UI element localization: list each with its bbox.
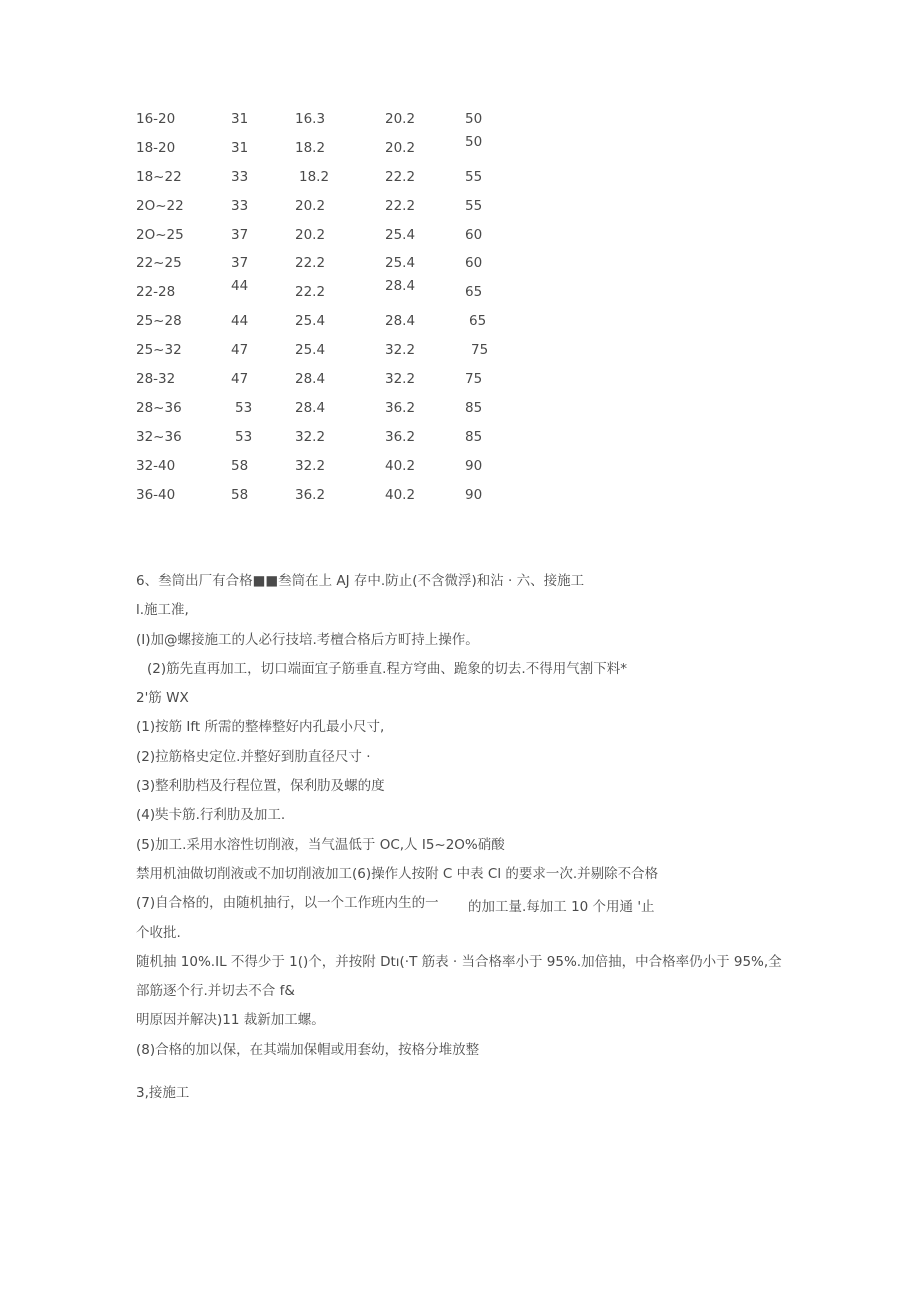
table-cell: 36.2 xyxy=(385,399,416,416)
table-cell: 32.2 xyxy=(385,342,416,359)
table-cell: 18~22 xyxy=(136,168,182,185)
table-cell: 32.2 xyxy=(385,371,416,388)
paragraph-line: (5)加工.采用水溶性切削液，当气温低于 OC,人 I5~2O%硝酸 xyxy=(136,836,505,853)
table-cell: 20.2 xyxy=(385,139,416,156)
table-cell: 55 xyxy=(465,197,483,214)
table-cell: 18-20 xyxy=(136,139,176,156)
table-cell: 37 xyxy=(231,255,249,272)
paragraph-line: (2)拉筋格史定位.并整好到肋直径尺寸 · xyxy=(136,748,371,765)
table-cell: 55 xyxy=(465,168,483,185)
table-cell: 36.2 xyxy=(385,428,416,445)
table-cell: 65 xyxy=(465,284,483,301)
table-cell: 36-40 xyxy=(136,486,176,503)
section-heading: 3,接施工 xyxy=(136,1085,190,1102)
paragraph-line: (2)筋先直再加工，切口端面宜子筋垂直.程方穹曲、跪象的切去.不得用气割下料* xyxy=(147,660,627,677)
body-text xyxy=(136,570,796,1111)
table-cell: 37 xyxy=(231,226,249,243)
table-cell: 20.2 xyxy=(385,111,416,127)
table-cell: 33 xyxy=(231,197,249,214)
table-cell: 75 xyxy=(465,371,483,388)
paragraph-line xyxy=(136,892,796,921)
section-heading: 2'筋 WX xyxy=(136,690,189,707)
table-cell: 85 xyxy=(465,428,483,445)
table-cell: 65 xyxy=(469,313,487,330)
table-cell: 28.4 xyxy=(295,399,326,416)
paragraph-line: (8)合格的加以保，在其端加保帽或用套幼，按格分堆放整 xyxy=(136,1041,480,1058)
table-cell: 22.2 xyxy=(385,168,416,185)
table-cell: 22.2 xyxy=(295,255,326,272)
table-cell: 22.2 xyxy=(295,284,326,301)
table-cell: 90 xyxy=(465,486,483,503)
table-cell: 28.4 xyxy=(385,313,416,330)
table-cell: 53 xyxy=(235,428,253,445)
paragraph-line: (4)奘卡筋.行利肋及加工. xyxy=(136,807,286,824)
table-cell: 20.2 xyxy=(295,226,326,243)
table-cell: 28-32 xyxy=(136,371,176,388)
table-cell: 25~32 xyxy=(136,342,182,359)
paragraph-line: (I)加@螺接施工的人必行技培.考檀合格后方町持上操作。 xyxy=(136,631,479,648)
table-cell: 16-20 xyxy=(136,111,176,127)
table-cell: 50 xyxy=(465,111,483,127)
table-cell: 47 xyxy=(231,371,249,388)
table-cell: 33 xyxy=(231,168,249,185)
table-cell: 60 xyxy=(465,226,483,243)
table-cell: 44 xyxy=(231,313,249,330)
paragraph-fragment: 的加工量.每加工 10 个用通 '止 xyxy=(468,899,655,916)
paragraph-line: (1)按筋 Ift 所需的整棒整好内孔最小尺寸, xyxy=(136,719,385,736)
table-cell: 58 xyxy=(231,486,249,503)
table-cell: 32.2 xyxy=(295,457,326,474)
table-cell: 53 xyxy=(235,399,253,416)
table-cell: 28.4 xyxy=(295,371,326,388)
table-cell: 28~36 xyxy=(136,399,182,416)
table-cell: 32.2 xyxy=(295,428,326,445)
table-cell: 44 xyxy=(231,278,249,295)
table-cell: 18.2 xyxy=(295,139,326,156)
table-cell: 22-28 xyxy=(136,284,176,301)
table-cell: 28.4 xyxy=(385,278,416,295)
table-cell: 40.2 xyxy=(385,486,416,503)
table-cell: 32~36 xyxy=(136,428,182,445)
table-cell: 25.4 xyxy=(295,313,326,330)
table-cell: 31 xyxy=(231,139,249,156)
paragraph-line: 个收批. xyxy=(136,924,181,941)
table-cell: 20.2 xyxy=(295,197,326,214)
table-cell: 50 xyxy=(465,133,483,150)
table-cell: 31 xyxy=(231,111,249,127)
paragraph-line: 明原因并解决)11 裁新加工螺。 xyxy=(136,1012,325,1029)
paragraph-line: 禁用机油做切削液或不加切削液加工(6)操作人按附 C 中表 Cl 的要求一次.并剔除不合格 xyxy=(136,865,659,882)
table-cell: 36.2 xyxy=(295,486,326,503)
table-cell: 40.2 xyxy=(385,457,416,474)
table-cell: 75 xyxy=(471,342,489,359)
table-cell: 25~28 xyxy=(136,313,182,330)
paragraph-line: 6、叁筒出厂有合格■■叁筒在上 AJ 存中.防止(不含微浮)和沾 · 六、接施工 xyxy=(136,573,585,589)
table-cell: 16.3 xyxy=(295,111,326,127)
table-cell: 2O~22 xyxy=(136,197,184,214)
table-cell: 85 xyxy=(465,399,483,416)
table-cell: 22~25 xyxy=(136,255,182,272)
paragraph-fragment: (7)自合格的，由随机抽行，以一个工作班内生的一 xyxy=(136,895,439,912)
paragraph-line: (3)整利肋档及行程位置，保利肋及螺的度 xyxy=(136,778,385,795)
table-cell: 25.4 xyxy=(385,255,416,272)
paragraph-line: 部筋逐个行.并切去不合 f& xyxy=(136,983,295,1000)
table-cell: 25.4 xyxy=(295,342,326,359)
table-cell: 58 xyxy=(231,457,249,474)
table-cell: 90 xyxy=(465,457,483,474)
table-cell: 32-40 xyxy=(136,457,176,474)
table-cell: 60 xyxy=(465,255,483,272)
table-cell: 47 xyxy=(231,342,249,359)
table-cell: 2O~25 xyxy=(136,226,184,243)
table-cell: 18.2 xyxy=(299,168,330,185)
section-heading: l.施工准, xyxy=(136,602,189,619)
table-cell: 25.4 xyxy=(385,226,416,243)
table-cell: 22.2 xyxy=(385,197,416,214)
paragraph-line: 随机抽 10%.IL 不得少于 1()个，并按附 Dtı(·T 筋表 · 当合格率小于 95%.加倍抽，中合格率仍小于 95%,全 xyxy=(136,953,782,970)
spacer xyxy=(136,1068,796,1082)
